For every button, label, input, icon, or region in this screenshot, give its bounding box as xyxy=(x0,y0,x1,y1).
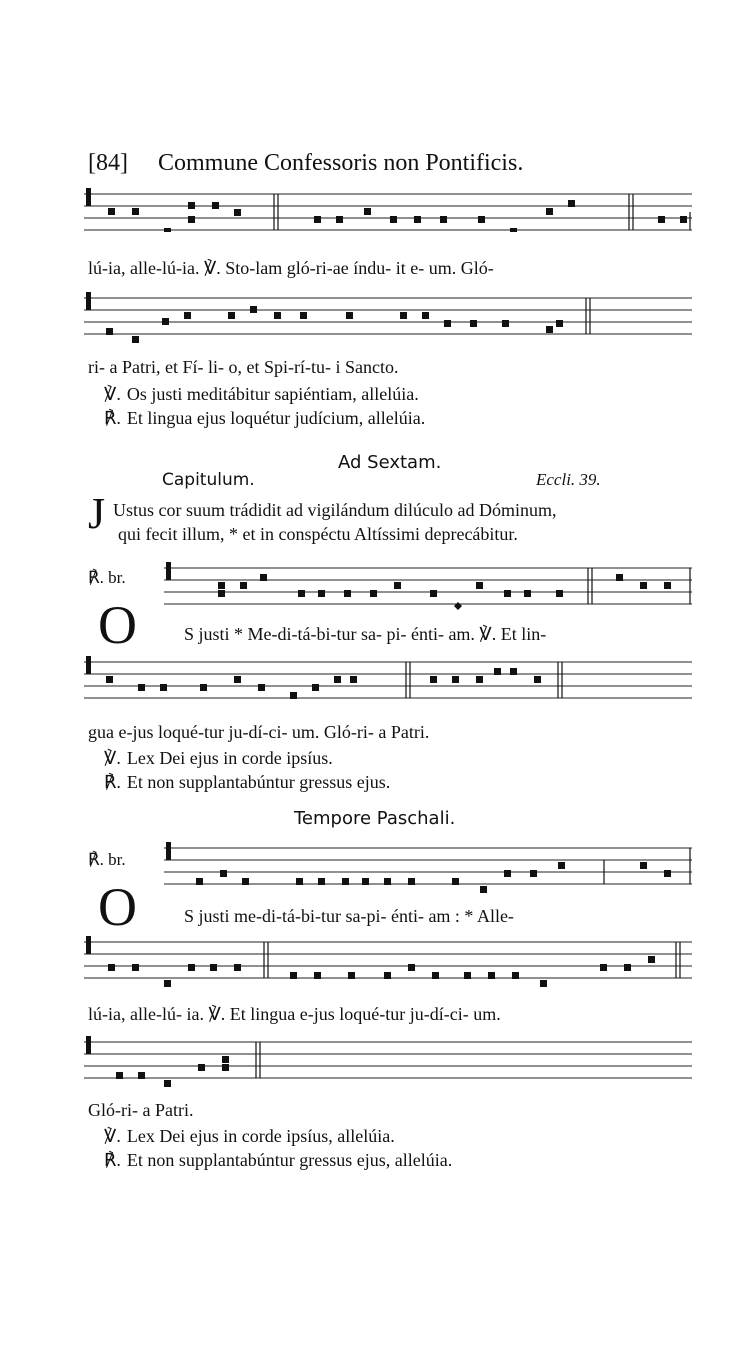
chant-staff xyxy=(84,290,692,336)
lyric-line: lú-ia, alle-lú- ia. ℣. Et lingua e-jus loqué-tur ju-dí-ci- um. xyxy=(88,1004,501,1024)
response-text: Et non supplantabúntur gressus ejus. xyxy=(126,772,391,792)
responsory-label: ℟. br. xyxy=(88,850,126,869)
versicle-symbol: ℣. xyxy=(104,384,121,404)
drop-cap: O xyxy=(98,877,137,937)
versicle xyxy=(104,384,419,405)
versicle-symbol: ℣. xyxy=(104,1126,121,1146)
chant-staff xyxy=(84,1034,692,1080)
capitulum-text: qui fecit illum, * et in conspéctu Altíssimi deprecábitur. xyxy=(118,524,518,544)
lyric-line: Gló-ri- a Patri. xyxy=(88,1100,194,1120)
response-symbol: ℟. xyxy=(104,1150,121,1170)
lyric-line: ri- a Patri, et Fí- li- o, et Spi-rí-tu- i Sancto. xyxy=(88,357,399,377)
lyric-line: S justi * Me-di-tá-bi-tur sa- pi- énti- am. ℣. Et lin- xyxy=(184,624,547,644)
chant-staff xyxy=(84,934,692,980)
chant-staff xyxy=(164,560,692,606)
versicle-text: Os justi meditábitur sapiéntiam, allelúia. xyxy=(126,384,419,404)
versicle xyxy=(104,1126,395,1147)
versicle-text: Lex Dei ejus in corde ipsíus. xyxy=(126,748,333,768)
versicle-text: Lex Dei ejus in corde ipsíus, allelúia. xyxy=(126,1126,395,1146)
page-title: Commune Confessoris non Pontificis. xyxy=(157,150,524,176)
section-title: Tempore Paschali. xyxy=(294,808,456,829)
chant-staff xyxy=(164,840,692,886)
response-symbol: ℟. xyxy=(104,408,121,428)
versicle-symbol: ℣. xyxy=(104,748,121,768)
capitulum-label: Capitulum. xyxy=(162,470,255,490)
responsory-label: ℟. br. xyxy=(88,568,126,587)
section-title: Ad Sextam. xyxy=(338,452,442,473)
response-text: Et non supplantabúntur gressus ejus, allelúia. xyxy=(126,1150,453,1170)
chant-staff xyxy=(84,654,692,700)
lyric-line: S justi me-di-tá-bi-tur sa-pi- énti- am : * Alle- xyxy=(184,906,514,926)
page-header xyxy=(88,150,523,177)
capitulum-text: Ustus cor suum trádidit ad vigilándum dilúculo ad Dóminum, xyxy=(113,500,557,520)
chant-staff xyxy=(84,186,692,232)
lyric-line: lú-ia, alle-lú-ia. ℣. Sto-lam gló-ri-ae índu- it e- um. Gló- xyxy=(88,258,494,278)
page-number: [84] xyxy=(88,150,128,176)
drop-cap: J xyxy=(88,489,106,538)
lyric-line: gua e-jus loqué-tur ju-dí-ci- um. Gló-ri- a Patri. xyxy=(88,722,430,742)
response xyxy=(104,408,425,429)
drop-cap: O xyxy=(98,595,137,655)
response-symbol: ℟. xyxy=(104,772,121,792)
response-text: Et lingua ejus loquétur judícium, allelúia. xyxy=(126,408,426,428)
versicle xyxy=(104,748,333,769)
scripture-reference: Eccli. 39. xyxy=(536,470,601,489)
response xyxy=(104,772,390,793)
response xyxy=(104,1150,452,1171)
